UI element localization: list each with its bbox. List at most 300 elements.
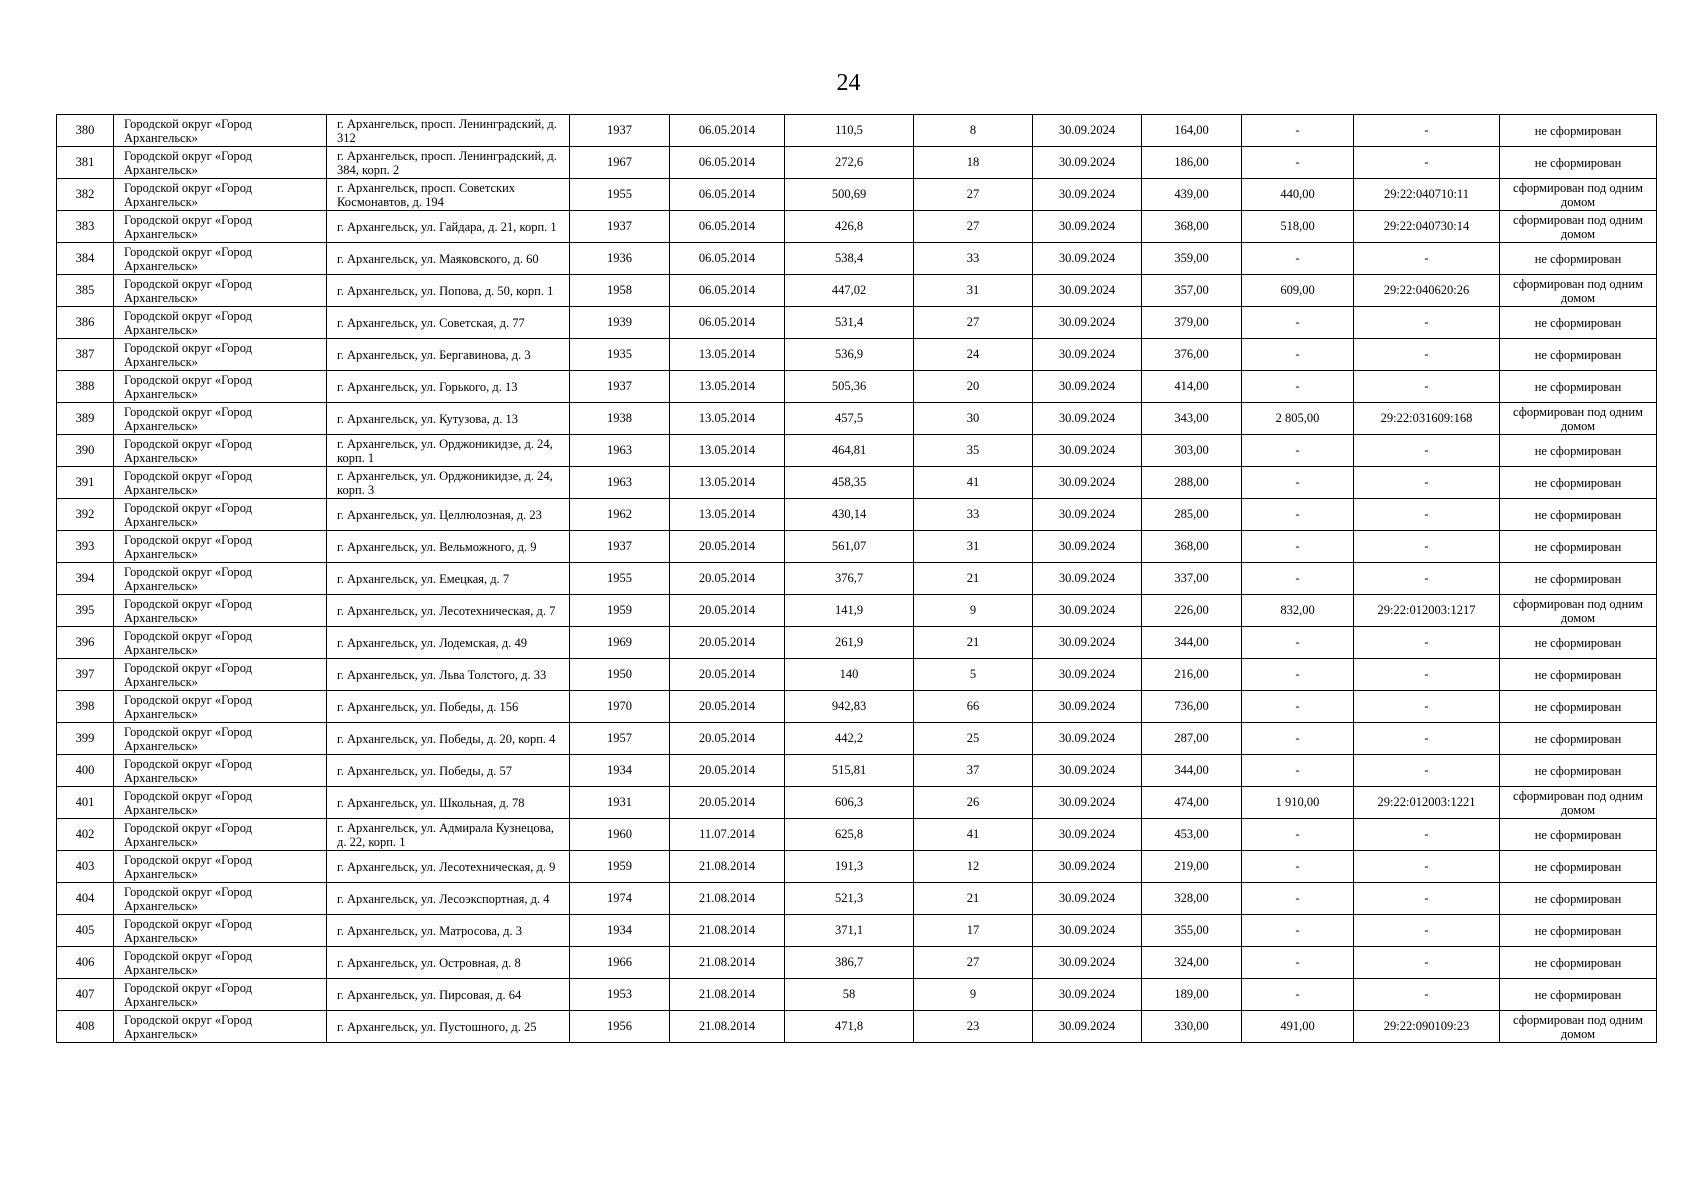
normative-plot-area-cell: 368,00 [1142, 211, 1242, 243]
table-row [57, 819, 1657, 851]
living-area-cell: 426,8 [785, 211, 914, 243]
living-area-cell: 141,9 [785, 595, 914, 627]
table-row [57, 787, 1657, 819]
cadastral-number-cell: - [1354, 979, 1500, 1011]
year-built-cell: 1939 [570, 307, 670, 339]
municipality-cell: Городской округ «Город Архангельск» [114, 275, 327, 307]
recognition-date-cell: 20.05.2014 [670, 627, 785, 659]
normative-plot-area-cell: 328,00 [1142, 883, 1242, 915]
year-built-cell: 1955 [570, 179, 670, 211]
row-number-cell: 380 [57, 115, 114, 147]
living-area-cell: 447,02 [785, 275, 914, 307]
plot-status-cell: не сформирован [1500, 755, 1657, 787]
cadastral-number-cell: - [1354, 659, 1500, 691]
normative-plot-area-cell: 414,00 [1142, 371, 1242, 403]
plot-area-cell: - [1242, 915, 1354, 947]
row-number-cell: 404 [57, 883, 114, 915]
recognition-date-cell: 21.08.2014 [670, 947, 785, 979]
row-number-cell: 390 [57, 435, 114, 467]
resettlement-deadline-cell: 30.09.2024 [1033, 147, 1142, 179]
plot-area-cell: - [1242, 691, 1354, 723]
row-number-cell: 391 [57, 467, 114, 499]
plot-status-cell: не сформирован [1500, 659, 1657, 691]
table-row [57, 1011, 1657, 1043]
resettlement-deadline-cell: 30.09.2024 [1033, 275, 1142, 307]
resettlement-deadline-cell: 30.09.2024 [1033, 211, 1142, 243]
municipality-cell: Городской округ «Город Архангельск» [114, 851, 327, 883]
resettlement-deadline-cell: 30.09.2024 [1033, 243, 1142, 275]
cadastral-number-cell: 29:22:040710:11 [1354, 179, 1500, 211]
year-built-cell: 1937 [570, 211, 670, 243]
table-row [57, 915, 1657, 947]
row-number-cell: 406 [57, 947, 114, 979]
recognition-date-cell: 06.05.2014 [670, 179, 785, 211]
cadastral-number-cell: 29:22:031609:168 [1354, 403, 1500, 435]
plot-area-cell: - [1242, 371, 1354, 403]
address-cell: г. Архангельск, ул. Орджоникидзе, д. 24, корп. 3 [327, 467, 570, 499]
table-row [57, 243, 1657, 275]
residents-count-cell: 8 [914, 115, 1033, 147]
living-area-cell: 458,35 [785, 467, 914, 499]
row-number-cell: 382 [57, 179, 114, 211]
resettlement-deadline-cell: 30.09.2024 [1033, 755, 1142, 787]
year-built-cell: 1974 [570, 883, 670, 915]
living-area-cell: 261,9 [785, 627, 914, 659]
cadastral-number-cell: - [1354, 755, 1500, 787]
recognition-date-cell: 21.08.2014 [670, 915, 785, 947]
address-cell: г. Архангельск, ул. Кутузова, д. 13 [327, 403, 570, 435]
residents-count-cell: 33 [914, 499, 1033, 531]
living-area-cell: 430,14 [785, 499, 914, 531]
normative-plot-area-cell: 359,00 [1142, 243, 1242, 275]
row-number-cell: 399 [57, 723, 114, 755]
row-number-cell: 401 [57, 787, 114, 819]
address-cell: г. Архангельск, ул. Орджоникидзе, д. 24, корп. 1 [327, 435, 570, 467]
address-cell: г. Архангельск, ул. Пустошного, д. 25 [327, 1011, 570, 1043]
resettlement-deadline-cell: 30.09.2024 [1033, 723, 1142, 755]
row-number-cell: 384 [57, 243, 114, 275]
normative-plot-area-cell: 186,00 [1142, 147, 1242, 179]
address-cell: г. Архангельск, ул. Лодемская, д. 49 [327, 627, 570, 659]
plot-area-cell: - [1242, 947, 1354, 979]
residents-count-cell: 35 [914, 435, 1033, 467]
table-row [57, 307, 1657, 339]
resettlement-deadline-cell: 30.09.2024 [1033, 499, 1142, 531]
residents-count-cell: 5 [914, 659, 1033, 691]
year-built-cell: 1937 [570, 531, 670, 563]
row-number-cell: 395 [57, 595, 114, 627]
table-row [57, 147, 1657, 179]
recognition-date-cell: 13.05.2014 [670, 371, 785, 403]
year-built-cell: 1970 [570, 691, 670, 723]
row-number-cell: 383 [57, 211, 114, 243]
plot-status-cell: не сформирован [1500, 819, 1657, 851]
recognition-date-cell: 21.08.2014 [670, 979, 785, 1011]
address-cell: г. Архангельск, ул. Целлюлозная, д. 23 [327, 499, 570, 531]
municipality-cell: Городской округ «Город Архангельск» [114, 371, 327, 403]
living-area-cell: 515,81 [785, 755, 914, 787]
residents-count-cell: 12 [914, 851, 1033, 883]
normative-plot-area-cell: 736,00 [1142, 691, 1242, 723]
resettlement-deadline-cell: 30.09.2024 [1033, 915, 1142, 947]
resettlement-deadline-cell: 30.09.2024 [1033, 307, 1142, 339]
year-built-cell: 1934 [570, 755, 670, 787]
year-built-cell: 1950 [570, 659, 670, 691]
table-row [57, 755, 1657, 787]
plot-area-cell: - [1242, 755, 1354, 787]
address-cell: г. Архангельск, ул. Льва Толстого, д. 33 [327, 659, 570, 691]
municipality-cell: Городской округ «Город Архангельск» [114, 595, 327, 627]
resettlement-deadline-cell: 30.09.2024 [1033, 627, 1142, 659]
recognition-date-cell: 13.05.2014 [670, 339, 785, 371]
municipality-cell: Городской округ «Город Архангельск» [114, 979, 327, 1011]
plot-area-cell: - [1242, 819, 1354, 851]
cadastral-number-cell: - [1354, 115, 1500, 147]
recognition-date-cell: 20.05.2014 [670, 787, 785, 819]
living-area-cell: 58 [785, 979, 914, 1011]
municipality-cell: Городской округ «Город Архангельск» [114, 915, 327, 947]
address-cell: г. Архангельск, ул. Матросова, д. 3 [327, 915, 570, 947]
plot-area-cell: 440,00 [1242, 179, 1354, 211]
residents-count-cell: 30 [914, 403, 1033, 435]
resettlement-deadline-cell: 30.09.2024 [1033, 819, 1142, 851]
address-cell: г. Архангельск, ул. Попова, д. 50, корп. 1 [327, 275, 570, 307]
plot-area-cell: - [1242, 339, 1354, 371]
living-area-cell: 942,83 [785, 691, 914, 723]
resettlement-deadline-cell: 30.09.2024 [1033, 851, 1142, 883]
normative-plot-area-cell: 164,00 [1142, 115, 1242, 147]
plot-status-cell: не сформирован [1500, 115, 1657, 147]
cadastral-number-cell: 29:22:012003:1217 [1354, 595, 1500, 627]
row-number-cell: 396 [57, 627, 114, 659]
normative-plot-area-cell: 189,00 [1142, 979, 1242, 1011]
row-number-cell: 398 [57, 691, 114, 723]
recognition-date-cell: 21.08.2014 [670, 1011, 785, 1043]
living-area-cell: 386,7 [785, 947, 914, 979]
plot-area-cell: - [1242, 563, 1354, 595]
year-built-cell: 1959 [570, 851, 670, 883]
cadastral-number-cell: 29:22:090109:23 [1354, 1011, 1500, 1043]
cadastral-number-cell: - [1354, 947, 1500, 979]
year-built-cell: 1937 [570, 115, 670, 147]
resettlement-deadline-cell: 30.09.2024 [1033, 467, 1142, 499]
table-row [57, 435, 1657, 467]
year-built-cell: 1959 [570, 595, 670, 627]
cadastral-number-cell: 29:22:040620:26 [1354, 275, 1500, 307]
year-built-cell: 1934 [570, 915, 670, 947]
plot-area-cell: 518,00 [1242, 211, 1354, 243]
living-area-cell: 625,8 [785, 819, 914, 851]
plot-status-cell: сформирован под одним домом [1500, 595, 1657, 627]
resettlement-deadline-cell: 30.09.2024 [1033, 1011, 1142, 1043]
municipality-cell: Городской округ «Город Архангельск» [114, 147, 327, 179]
residents-count-cell: 41 [914, 467, 1033, 499]
municipality-cell: Городской округ «Город Архангельск» [114, 819, 327, 851]
residents-count-cell: 41 [914, 819, 1033, 851]
plot-status-cell: не сформирован [1500, 307, 1657, 339]
plot-status-cell: не сформирован [1500, 147, 1657, 179]
recognition-date-cell: 20.05.2014 [670, 595, 785, 627]
normative-plot-area-cell: 344,00 [1142, 755, 1242, 787]
table-row [57, 403, 1657, 435]
resettlement-deadline-cell: 30.09.2024 [1033, 563, 1142, 595]
plot-status-cell: сформирован под одним домом [1500, 787, 1657, 819]
year-built-cell: 1969 [570, 627, 670, 659]
row-number-cell: 397 [57, 659, 114, 691]
residents-count-cell: 24 [914, 339, 1033, 371]
plot-status-cell: сформирован под одним домом [1500, 211, 1657, 243]
normative-plot-area-cell: 324,00 [1142, 947, 1242, 979]
address-cell: г. Архангельск, ул. Островная, д. 8 [327, 947, 570, 979]
municipality-cell: Городской округ «Город Архангельск» [114, 115, 327, 147]
plot-area-cell: 609,00 [1242, 275, 1354, 307]
plot-area-cell: 832,00 [1242, 595, 1354, 627]
municipality-cell: Городской округ «Город Архангельск» [114, 755, 327, 787]
recognition-date-cell: 06.05.2014 [670, 243, 785, 275]
table-row [57, 467, 1657, 499]
resettlement-deadline-cell: 30.09.2024 [1033, 339, 1142, 371]
plot-status-cell: не сформирован [1500, 499, 1657, 531]
plot-status-cell: сформирован под одним домом [1500, 275, 1657, 307]
normative-plot-area-cell: 216,00 [1142, 659, 1242, 691]
residents-count-cell: 27 [914, 179, 1033, 211]
recognition-date-cell: 06.05.2014 [670, 307, 785, 339]
page-number: 24 [836, 70, 861, 96]
municipality-cell: Городской округ «Город Архангельск» [114, 659, 327, 691]
normative-plot-area-cell: 474,00 [1142, 787, 1242, 819]
cadastral-number-cell: - [1354, 883, 1500, 915]
living-area-cell: 140 [785, 659, 914, 691]
living-area-cell: 464,81 [785, 435, 914, 467]
table-row [57, 627, 1657, 659]
registry-table [56, 114, 1657, 1043]
resettlement-deadline-cell: 30.09.2024 [1033, 979, 1142, 1011]
municipality-cell: Городской округ «Город Архангельск» [114, 435, 327, 467]
table-row [57, 979, 1657, 1011]
living-area-cell: 371,1 [785, 915, 914, 947]
living-area-cell: 531,4 [785, 307, 914, 339]
address-cell: г. Архангельск, ул. Горького, д. 13 [327, 371, 570, 403]
resettlement-deadline-cell: 30.09.2024 [1033, 787, 1142, 819]
address-cell: г. Архангельск, ул. Школьная, д. 78 [327, 787, 570, 819]
cadastral-number-cell: - [1354, 563, 1500, 595]
living-area-cell: 191,3 [785, 851, 914, 883]
resettlement-deadline-cell: 30.09.2024 [1033, 179, 1142, 211]
recognition-date-cell: 21.08.2014 [670, 883, 785, 915]
residents-count-cell: 9 [914, 595, 1033, 627]
table-row [57, 211, 1657, 243]
living-area-cell: 536,9 [785, 339, 914, 371]
plot-status-cell: сформирован под одним домом [1500, 403, 1657, 435]
municipality-cell: Городской округ «Город Архангельск» [114, 467, 327, 499]
row-number-cell: 388 [57, 371, 114, 403]
recognition-date-cell: 06.05.2014 [670, 147, 785, 179]
recognition-date-cell: 13.05.2014 [670, 499, 785, 531]
plot-status-cell: не сформирован [1500, 947, 1657, 979]
municipality-cell: Городской округ «Город Архангельск» [114, 179, 327, 211]
row-number-cell: 405 [57, 915, 114, 947]
row-number-cell: 386 [57, 307, 114, 339]
normative-plot-area-cell: 288,00 [1142, 467, 1242, 499]
table-row [57, 723, 1657, 755]
recognition-date-cell: 20.05.2014 [670, 723, 785, 755]
table-row [57, 371, 1657, 403]
residents-count-cell: 21 [914, 883, 1033, 915]
table-row [57, 275, 1657, 307]
residents-count-cell: 21 [914, 627, 1033, 659]
normative-plot-area-cell: 453,00 [1142, 819, 1242, 851]
cadastral-number-cell: - [1354, 819, 1500, 851]
municipality-cell: Городской округ «Город Архангельск» [114, 1011, 327, 1043]
plot-status-cell: не сформирован [1500, 883, 1657, 915]
plot-status-cell: сформирован под одним домом [1500, 179, 1657, 211]
residents-count-cell: 27 [914, 947, 1033, 979]
residents-count-cell: 18 [914, 147, 1033, 179]
year-built-cell: 1956 [570, 1011, 670, 1043]
cadastral-number-cell: - [1354, 435, 1500, 467]
residents-count-cell: 31 [914, 531, 1033, 563]
plot-area-cell: - [1242, 883, 1354, 915]
cadastral-number-cell: - [1354, 723, 1500, 755]
resettlement-deadline-cell: 30.09.2024 [1033, 659, 1142, 691]
residents-count-cell: 23 [914, 1011, 1033, 1043]
resettlement-deadline-cell: 30.09.2024 [1033, 595, 1142, 627]
municipality-cell: Городской округ «Город Архангельск» [114, 499, 327, 531]
recognition-date-cell: 13.05.2014 [670, 467, 785, 499]
plot-status-cell: не сформирован [1500, 435, 1657, 467]
plot-area-cell: 2 805,00 [1242, 403, 1354, 435]
municipality-cell: Городской округ «Город Архангельск» [114, 947, 327, 979]
plot-status-cell: сформирован под одним домом [1500, 1011, 1657, 1043]
address-cell: г. Архангельск, ул. Победы, д. 20, корп. 4 [327, 723, 570, 755]
recognition-date-cell: 13.05.2014 [670, 403, 785, 435]
municipality-cell: Городской округ «Город Архангельск» [114, 787, 327, 819]
address-cell: г. Архангельск, просп. Советских Космонавтов, д. 194 [327, 179, 570, 211]
residents-count-cell: 17 [914, 915, 1033, 947]
normative-plot-area-cell: 344,00 [1142, 627, 1242, 659]
row-number-cell: 381 [57, 147, 114, 179]
row-number-cell: 394 [57, 563, 114, 595]
plot-status-cell: не сформирован [1500, 915, 1657, 947]
plot-status-cell: не сформирован [1500, 467, 1657, 499]
normative-plot-area-cell: 376,00 [1142, 339, 1242, 371]
residents-count-cell: 27 [914, 307, 1033, 339]
recognition-date-cell: 06.05.2014 [670, 115, 785, 147]
resettlement-deadline-cell: 30.09.2024 [1033, 947, 1142, 979]
cadastral-number-cell: - [1354, 851, 1500, 883]
year-built-cell: 1937 [570, 371, 670, 403]
municipality-cell: Городской округ «Город Архангельск» [114, 339, 327, 371]
address-cell: г. Архангельск, ул. Победы, д. 57 [327, 755, 570, 787]
address-cell: г. Архангельск, просп. Ленинградский, д. 384, корп. 2 [327, 147, 570, 179]
plot-status-cell: не сформирован [1500, 243, 1657, 275]
year-built-cell: 1960 [570, 819, 670, 851]
cadastral-number-cell: - [1354, 915, 1500, 947]
address-cell: г. Архангельск, ул. Маяковского, д. 60 [327, 243, 570, 275]
residents-count-cell: 26 [914, 787, 1033, 819]
plot-area-cell: - [1242, 243, 1354, 275]
normative-plot-area-cell: 379,00 [1142, 307, 1242, 339]
resettlement-deadline-cell: 30.09.2024 [1033, 531, 1142, 563]
living-area-cell: 376,7 [785, 563, 914, 595]
table-row [57, 339, 1657, 371]
row-number-cell: 392 [57, 499, 114, 531]
living-area-cell: 272,6 [785, 147, 914, 179]
address-cell: г. Архангельск, ул. Лесоэкспортная, д. 4 [327, 883, 570, 915]
year-built-cell: 1935 [570, 339, 670, 371]
year-built-cell: 1958 [570, 275, 670, 307]
living-area-cell: 521,3 [785, 883, 914, 915]
municipality-cell: Городской округ «Город Архангельск» [114, 723, 327, 755]
normative-plot-area-cell: 368,00 [1142, 531, 1242, 563]
plot-status-cell: не сформирован [1500, 627, 1657, 659]
year-built-cell: 1963 [570, 467, 670, 499]
recognition-date-cell: 20.05.2014 [670, 563, 785, 595]
residents-count-cell: 21 [914, 563, 1033, 595]
table-row [57, 499, 1657, 531]
plot-status-cell: не сформирован [1500, 371, 1657, 403]
normative-plot-area-cell: 303,00 [1142, 435, 1242, 467]
municipality-cell: Городской округ «Город Архангельск» [114, 691, 327, 723]
municipality-cell: Городской округ «Город Архангельск» [114, 211, 327, 243]
row-number-cell: 400 [57, 755, 114, 787]
address-cell: г. Архангельск, ул. Советская, д. 77 [327, 307, 570, 339]
living-area-cell: 500,69 [785, 179, 914, 211]
table-row [57, 691, 1657, 723]
year-built-cell: 1957 [570, 723, 670, 755]
residents-count-cell: 25 [914, 723, 1033, 755]
living-area-cell: 457,5 [785, 403, 914, 435]
resettlement-deadline-cell: 30.09.2024 [1033, 403, 1142, 435]
recognition-date-cell: 20.05.2014 [670, 659, 785, 691]
normative-plot-area-cell: 439,00 [1142, 179, 1242, 211]
cadastral-number-cell: 29:22:012003:1221 [1354, 787, 1500, 819]
year-built-cell: 1931 [570, 787, 670, 819]
cadastral-number-cell: - [1354, 307, 1500, 339]
municipality-cell: Городской округ «Город Архангельск» [114, 403, 327, 435]
plot-status-cell: не сформирован [1500, 563, 1657, 595]
plot-area-cell: - [1242, 851, 1354, 883]
cadastral-number-cell: - [1354, 371, 1500, 403]
recognition-date-cell: 20.05.2014 [670, 691, 785, 723]
cadastral-number-cell: - [1354, 499, 1500, 531]
table-row [57, 179, 1657, 211]
year-built-cell: 1966 [570, 947, 670, 979]
resettlement-deadline-cell: 30.09.2024 [1033, 883, 1142, 915]
year-built-cell: 1936 [570, 243, 670, 275]
living-area-cell: 442,2 [785, 723, 914, 755]
living-area-cell: 505,36 [785, 371, 914, 403]
year-built-cell: 1953 [570, 979, 670, 1011]
row-number-cell: 389 [57, 403, 114, 435]
table-row [57, 851, 1657, 883]
plot-area-cell: - [1242, 627, 1354, 659]
address-cell: г. Архангельск, ул. Лесотехническая, д. 9 [327, 851, 570, 883]
normative-plot-area-cell: 285,00 [1142, 499, 1242, 531]
year-built-cell: 1963 [570, 435, 670, 467]
recognition-date-cell: 20.05.2014 [670, 531, 785, 563]
row-number-cell: 407 [57, 979, 114, 1011]
recognition-date-cell: 21.08.2014 [670, 851, 785, 883]
plot-area-cell: - [1242, 147, 1354, 179]
cadastral-number-cell: - [1354, 467, 1500, 499]
table-row [57, 947, 1657, 979]
row-number-cell: 408 [57, 1011, 114, 1043]
plot-area-cell: - [1242, 979, 1354, 1011]
plot-area-cell: - [1242, 115, 1354, 147]
recognition-date-cell: 13.05.2014 [670, 435, 785, 467]
row-number-cell: 387 [57, 339, 114, 371]
